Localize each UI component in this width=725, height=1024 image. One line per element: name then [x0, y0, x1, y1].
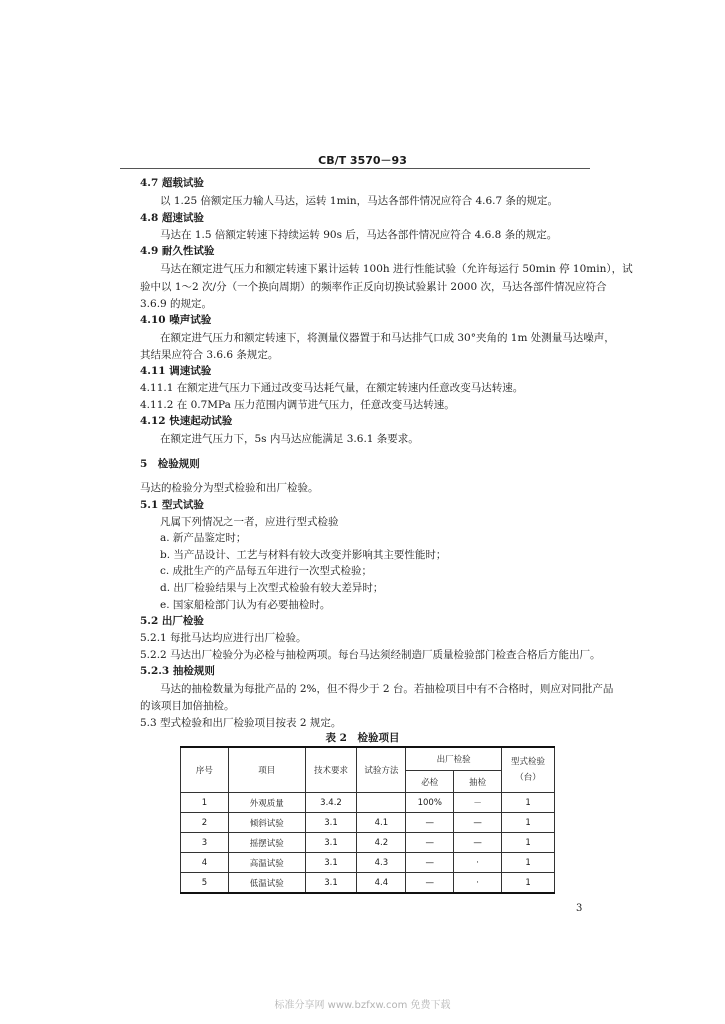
- section-5-2-3-heading: 5.2.3 抽检规则: [140, 665, 215, 677]
- cell: 4.4: [357, 873, 406, 894]
- cell: 高温试验: [228, 853, 305, 873]
- cell: 3.1: [305, 873, 357, 894]
- list-item: d. 出厂检验结果与上次型式检验有较大差异时；: [160, 582, 384, 594]
- cell: —: [454, 833, 502, 853]
- cell: 1: [502, 793, 555, 813]
- header-item: 项目: [228, 747, 305, 793]
- section-4-8-heading: 4.8 超速试验: [140, 212, 204, 224]
- cell: 1: [502, 853, 555, 873]
- cell: 1: [502, 873, 555, 894]
- list-item: c. 成批生产的产品每五年进行一次型式检验；: [160, 565, 373, 577]
- cell: 3.1: [305, 813, 357, 833]
- table-row: [181, 833, 555, 853]
- cell: 4.1: [357, 813, 406, 833]
- cell: [357, 793, 406, 813]
- header-divider: [120, 168, 590, 169]
- paragraph-line: 3.6.9 的规定。: [140, 298, 213, 310]
- header-method: 试验方法: [357, 747, 406, 793]
- paragraph-line: 马达的抽检数量为每批产品的 2%，但不得少于 2 台。若抽检项目中有不合格时，则应对同批产品: [160, 683, 614, 695]
- standard-code-header: CB/T 3570－93: [318, 154, 407, 167]
- cell: 倾斜试验: [228, 813, 305, 833]
- paragraph-line: 的该项目加倍抽检。: [140, 700, 235, 712]
- table-caption: 表 2 检验项目: [325, 732, 400, 744]
- watermark-footer: 标准分享网 www.bzfxw.com 免费下载: [274, 1000, 451, 1011]
- section-4-12-heading: 4.12 快速起动试验: [140, 415, 233, 427]
- cell: 外观质量: [228, 793, 305, 813]
- header-must: 必检: [406, 771, 454, 793]
- cell: —: [406, 873, 454, 894]
- paragraph-line: 5.2.1 每批马达均应进行出厂检验。: [140, 632, 307, 644]
- section-5-1-heading: 5.1 型式试验: [140, 499, 204, 511]
- cell: 3.4.2: [305, 793, 357, 813]
- cell: ·: [454, 853, 502, 873]
- paragraph-line: 凡属下列情况之一者，应进行型式检验: [160, 516, 339, 528]
- cell: ·: [454, 873, 502, 894]
- paragraph-line: 4.11.1 在额定进气压力下通过改变马达耗气量，在额定转速内任意改变马达转速。: [140, 382, 524, 394]
- cell: 1: [181, 793, 229, 813]
- header-sample: 抽检: [454, 771, 502, 793]
- list-item: e. 国家船检部门认为有必要抽检时。: [160, 599, 331, 611]
- cell: 4.3: [357, 853, 406, 873]
- list-item: b. 当产品设计、工艺与材料有较大改变并影响其主要性能时；: [160, 549, 447, 561]
- cell: 1: [502, 833, 555, 853]
- page-number: 3: [576, 903, 583, 914]
- table-row: [181, 813, 555, 833]
- cell: —: [406, 833, 454, 853]
- cell: —: [406, 853, 454, 873]
- cell: 3.1: [305, 853, 357, 873]
- cell: 3: [181, 833, 229, 853]
- header-factory: 出厂检验: [406, 747, 502, 771]
- paragraph-line: 验中以 1～2 次/分（一个换向周期）的频率作正反向切换试验累计 2000 次，马达各部件情况应符合: [140, 281, 607, 293]
- paragraph-line: 马达的检验分为型式检验和出厂检验。: [140, 482, 319, 494]
- table-row: [181, 793, 555, 813]
- paragraph-line: 5.3 型式检验和出厂检验项目按表 2 规定。: [140, 717, 342, 729]
- paragraph-line: 其结果应符合 3.6.6 条规定。: [140, 349, 279, 361]
- inspection-items-table: [180, 746, 555, 894]
- paragraph-line: 在额定进气压力下，5s 内马达应能满足 3.6.1 条要求。: [160, 433, 419, 445]
- cell: —: [406, 813, 454, 833]
- paragraph-line: 在额定进气压力和额定转速下，将测量仪器置于和马达排气口成 30°夹角的 1m 处测量马达噪声，: [160, 332, 615, 344]
- header-tech: 技术要求: [305, 747, 357, 793]
- section-4-10-heading: 4.10 噪声试验: [140, 314, 212, 326]
- paragraph-line: 以 1.25 倍额定压力输人马达，运转 1min，马达各部件情况应符合 4.6.7 条的规定。: [160, 195, 559, 207]
- cell: 100%: [406, 793, 454, 813]
- cell: —: [454, 813, 502, 833]
- cell: 1: [502, 813, 555, 833]
- cell: －: [454, 793, 502, 813]
- cell: 摇摆试验: [228, 833, 305, 853]
- cell: 4: [181, 853, 229, 873]
- paragraph-line: 5.2.2 马达出厂检验分为必检与抽检两项。每台马达须经制造厂质量检验部门检查合格后方能出厂。: [140, 649, 601, 661]
- header-seq: 序号: [181, 747, 229, 793]
- cell: 3.1: [305, 833, 357, 853]
- cell: 5: [181, 873, 229, 894]
- header-type: 型式检验（台）: [502, 747, 555, 793]
- cell: 低温试验: [228, 873, 305, 894]
- cell: 4.2: [357, 833, 406, 853]
- paragraph-line: 4.11.2 在 0.7MPa 压力范围内调节进气压力，任意改变马达转速。: [140, 399, 455, 411]
- section-4-11-heading: 4.11 调速试验: [140, 365, 212, 377]
- chapter-5-heading: 5 检验规则: [140, 458, 200, 470]
- cell: 2: [181, 813, 229, 833]
- table-row: [181, 853, 555, 873]
- list-item: a. 新产品鉴定时；: [160, 532, 247, 544]
- paragraph-line: 马达在额定进气压力和额定转速下累计运转 100h 进行性能试验（允许每运行 50min 停 10min），试: [160, 263, 633, 275]
- paragraph-line: 马达在 1.5 倍额定转速下持续运转 90s 后，马达各部件情况应符合 4.6.8 条的规定。: [160, 229, 558, 241]
- section-5-2-heading: 5.2 出厂检验: [140, 615, 204, 627]
- section-4-7-heading: 4.7 超载试验: [140, 177, 204, 189]
- section-4-9-heading: 4.9 耐久性试验: [140, 245, 215, 257]
- table-row: [181, 873, 555, 894]
